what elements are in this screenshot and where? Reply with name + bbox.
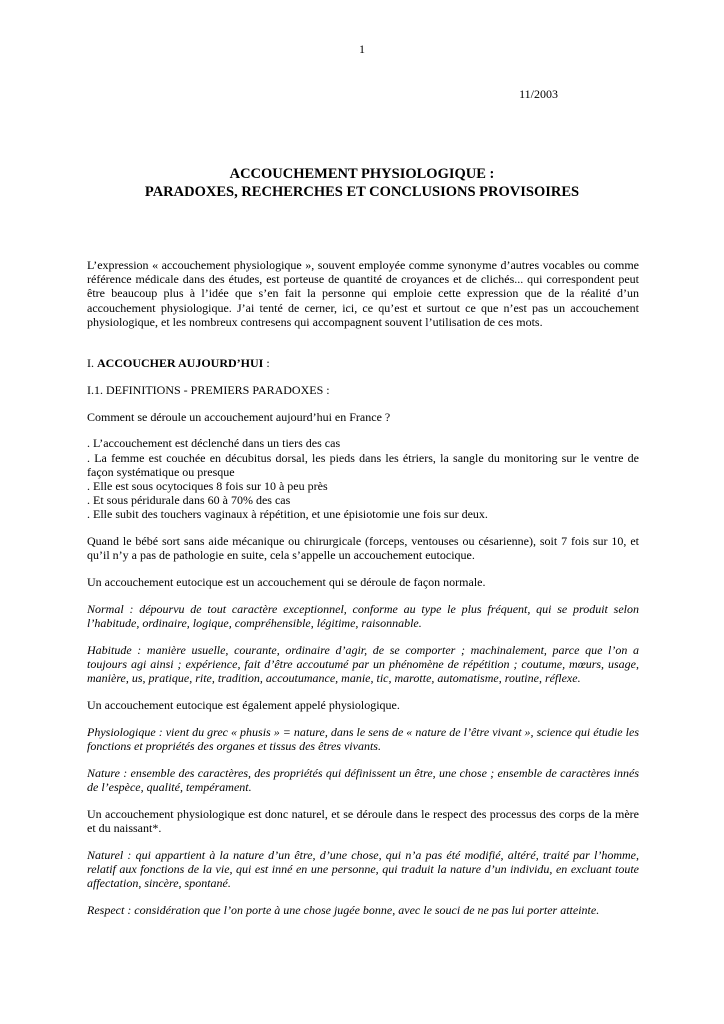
page-number: 1 (359, 42, 365, 56)
list-item: . Et sous péridurale dans 60 à 70% des cas (87, 493, 291, 508)
section-heading (87, 356, 639, 370)
physiological-natural: Un accouchement physiologique est donc naturel, et se déroule dans le respect des processus des corps de la mère et du naissant*. (87, 807, 639, 836)
definition-habitude: Habitude : manière usuelle, courante, ordinaire d’agir, de se comporter ; machinalement, parce que l’on a toujours agi ainsi ; expérience, fait d’être accoutumé par un phénomène de répétition ; coutume, mœurs, usage, manière, us, pratique, rite, tradition, accoutumance, manie, tic, marotte, automatisme, routine, réflexe. (87, 643, 639, 686)
definition-respect: Respect : considération que l’on porte à une chose jugée bonne, avec le souci de ne pas lui porter atteinte. (87, 903, 600, 918)
eutocic-physiological: Un accouchement eutocique est également appelé physiologique. (87, 698, 400, 713)
question-paragraph: Comment se déroule un accouchement aujourd’hui en France ? (87, 409, 391, 424)
document-date: 11/2003 (519, 87, 558, 101)
definition-normal: Normal : dépourvu de tout caractère exceptionnel, conforme au type le plus fréquent, qui se produit selon l’habitude, ordinaire, logique, compréhensible, légitime, raisonnable. (87, 602, 639, 631)
intro-paragraph: L’expression « accouchement physiologique », souvent employée comme synonyme d’autres vocables ou comme référence médicale dans des études, est porteuse de quantité de croyances et de clichés... qui correspondent peut être beaucoup plus à l’idée que s’en fait la personne qui emploie cette expression que de la réalité d’un accouchement physiologique. J’ai tenté de cerner, ici, ce qu’est et surtout ce que n’est pas un accouchement physiologique, et les nombreux contresens qui accompagnent souvent l’utilisation de ces mots. (87, 258, 639, 329)
definition-physiologique: Physiologique : vient du grec « phusis » = nature, dans le sens de « nature de l’être vivant », science qui étudie les fonctions et propriétés des organes et tissus des êtres vivants. (87, 725, 639, 754)
eutocic-definition: Un accouchement eutocique est un accouchement qui se déroule de façon normale. (87, 575, 486, 590)
definition-naturel: Naturel : qui appartient à la nature d’un être, d’une chose, qui n’a pas été modifié, altéré, traité par l’homme, relatif aux fonctions de la vie, qui est inné en une personne, qui traduit la nature d’un individu, en excluant toute affectation, sincère, spontané. (87, 848, 639, 891)
document-body (87, 258, 639, 930)
list-item: . L’accouchement est déclenché dans un tiers des cas (87, 436, 341, 451)
section-suffix: : (263, 356, 270, 371)
list-item: . La femme est couchée en décubitus dorsal, les pieds dans les étriers, la sangle du monitoring sur le ventre de façon systématique ou presque (87, 450, 639, 479)
document-title (0, 165, 724, 201)
facts-list (87, 436, 639, 521)
title-line-2: PARADOXES, RECHERCHES ET CONCLUSIONS PROVISOIRES (144, 184, 580, 200)
list-item: . Elle est sous ocytociques 8 fois sur 10 à peu près (87, 479, 328, 494)
section-title: ACCOUCHER AUJOURD’HUI (97, 356, 264, 371)
list-item: . Elle subit des touchers vaginaux à répétition, et une épisiotomie une fois sur deux. (87, 507, 488, 522)
eutocic-paragraph: Quand le bébé sort sans aide mécanique ou chirurgicale (forceps, ventouses ou césarienne), soit 7 fois sur 10, et qu’il n’y a pas de pathologie en suite, cela s’appelle un accouchement eutocique. (87, 534, 639, 563)
section-number: I. (87, 356, 97, 371)
title-line-1: ACCOUCHEMENT PHYSIOLOGIQUE : (229, 166, 495, 182)
definition-nature: Nature : ensemble des caractères, des propriétés qui définissent un être, une chose ; ensemble de caractères innés de l’espèce, qualité, tempérament. (87, 766, 639, 795)
subsection-heading: I.1. DEFINITIONS - PREMIERS PARADOXES : (87, 382, 330, 397)
